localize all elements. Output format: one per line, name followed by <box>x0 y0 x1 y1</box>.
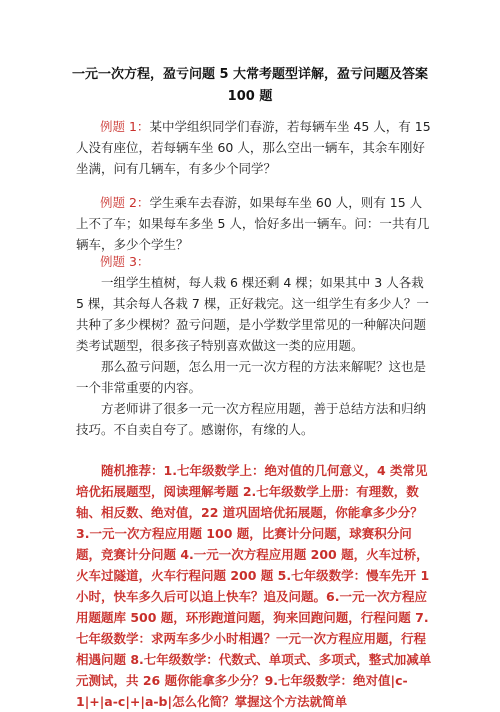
example-2-label: 例题 2： <box>100 195 150 210</box>
paragraph-tree-planting: 一组学生植树，每人栽 6 棵还剩 4 棵；如果其中 3 人各栽 5 棵，其余每人各栽 7 棵，正好栽完。这一组学生有多少人？一共种了多少棵树？盈亏问题，是小学数学里常见的一种解决问题类考试题型，很多孩子特别喜欢做这一类的应用题。 <box>76 275 429 353</box>
random-recommend-links[interactable]: 随机推荐：1.七年级数学上：绝对值的几何意义，4 类常见培优拓展题型，阅读理解考题 2.七年级数学上册：有理数，数轴、相反数、绝对值，22 道巩固培优拓展题，你能拿多少分？3.一元一次方程应用题 100 题，比赛计分问题，球赛积分问题，竞赛计分问题 4.一元一次方程应用题 200 题，火车过桥，火车过隧道，火车行程问题 200 题 5.七年级数学：慢车先开 1 小时，快车多久后可以追上快车？追及问题。6.一元一次方程应用题题库 500 题，环形跑道问题，狗来回跑问题，行程问题 7.七年级数学：求两车多少小时相遇？一元一次方程应用题，行程相遇问题 8.七年级数学：代数式、单项式、多项式，整式加减单元测试，共 26 题你能拿多少分？9.七年级数学：绝对值|c-1|+|a-c|+|a-b|怎么化简？掌握这个方法就简单 <box>76 463 432 709</box>
example-2 <box>76 192 432 255</box>
example-1-label: 例题 1： <box>100 119 150 134</box>
paragraph-teacher: 方老师讲了很多一元一次方程应用题，善于总结方法和归纳技巧。不自卖自夸了。感谢你，有缘的人。 <box>76 401 427 437</box>
paragraph-method: 那么盈亏问题，怎么用一元一次方程的方法来解呢？这也是一个非常重要的内容。 <box>76 359 427 395</box>
example-2-text: 学生乘车去春游，如果每车坐 60 人，则有 15 人上不了车；如果每车多坐 5 人，恰好多出一辆车。问：一共有几辆车，多少个学生？ <box>76 195 430 252</box>
page-title: 一元一次方程，盈亏问题 5 大常考题型详解，盈亏问题及答案 100 题 <box>71 67 429 104</box>
example-1 <box>76 116 432 179</box>
example-3 <box>76 251 432 272</box>
example-1-text: 某中学组织同学们春游，若每辆车坐 45 人，有 15 人没有座位，若每辆车坐 60 人，那么空出一辆车，其余车刚好坐满，问有几辆车，有多少个同学？ <box>76 119 431 176</box>
example-3-label: 例题 3： <box>100 254 150 269</box>
